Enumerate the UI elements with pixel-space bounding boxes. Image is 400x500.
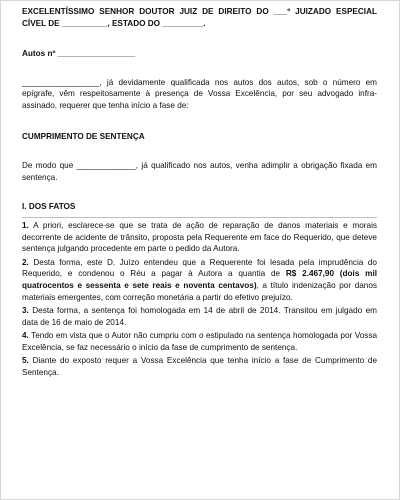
court-header-line2: CÍVEL DE __________, ESTADO DO _________. bbox=[22, 18, 206, 28]
paragraph-number: 2. bbox=[22, 257, 29, 267]
intro-paragraph bbox=[22, 77, 377, 112]
paragraph-number: 5. bbox=[22, 356, 29, 366]
court-header bbox=[22, 6, 377, 29]
paragraph-text: Tendo em vista que o Autor não cumpriu com o estipulado na sentença homologada por Vossa Excelência, se faz necessário o início da fase de cumprimento de sentença. bbox=[22, 331, 377, 352]
amount-highlight: R$ 2.467,90 (dois mil quatrocentos e sessenta e sete reais e noventa centavos) bbox=[22, 269, 377, 290]
paragraph-number: 1. bbox=[22, 220, 29, 230]
fact-paragraph-1 bbox=[22, 220, 377, 255]
paragraph-text: Diante do exposto requer a Vossa Excelência que tenha início a fase de Cumprimento de Sentença. bbox=[22, 356, 377, 378]
party-name-blank: _________________ bbox=[22, 77, 100, 87]
obligation-prefix: De modo que bbox=[22, 161, 77, 171]
case-number-line: Autos nº _________________ bbox=[22, 49, 136, 59]
facts-heading: I. DOS FATOS bbox=[22, 202, 76, 212]
paragraph-text: Desta forma, a sentença foi homologada em 14 de abril de 2014. Transitou em julgado em data de 16 de maio de 2014. bbox=[22, 306, 377, 327]
document-body bbox=[22, 6, 377, 379]
fact-paragraph-5 bbox=[22, 355, 377, 378]
intro-text: , já devidamente qualificada nos autos dos autos, sob o número em epígrafe, vêm respeitosamente à presença de Vossa Excelência, por seu advogado infra-assinado, requerer que tenha início a fase de: bbox=[22, 77, 377, 110]
paragraph-text: , a título indenização por danos materiais emergentes, com correção monetária a partir do efetivo prejuízo. bbox=[22, 280, 377, 302]
fact-paragraph-2 bbox=[22, 257, 377, 303]
fact-paragraph-4 bbox=[22, 330, 377, 353]
paragraph-number: 3. bbox=[22, 306, 29, 316]
obligation-paragraph bbox=[22, 160, 377, 183]
defendant-name-blank: _____________ bbox=[76, 161, 136, 171]
section-title: CUMPRIMENTO DE SENTENÇA bbox=[22, 131, 145, 141]
fact-paragraph-3 bbox=[22, 305, 377, 328]
paragraph-text: Desta forma, este D. Juízo entendeu que a Requerente foi lesada pela imprudência do Requerido, e condenou o Réu a pagar à Autora a quantia de bbox=[22, 257, 377, 279]
facts-divider bbox=[22, 217, 377, 218]
paragraph-text: A priori, esclarece-se que se trata de ação de reparação de danos materiais e morais decorrente de acidente de trânsito, proposta pela Requerente em face do Requerido, que deteve sentença julgando procedente em parte o pedido da Autora. bbox=[22, 220, 377, 254]
paragraph-number: 4. bbox=[22, 331, 29, 341]
obligation-text: , já qualificado nos autos, venha adimplir a obrigação fixada em sentença. bbox=[22, 161, 377, 182]
court-header-line1: EXCELENTÍSSIMO SENHOR DOUTOR JUIZ DE DIREITO DO ___º JUIZADO ESPECIAL bbox=[22, 7, 377, 16]
